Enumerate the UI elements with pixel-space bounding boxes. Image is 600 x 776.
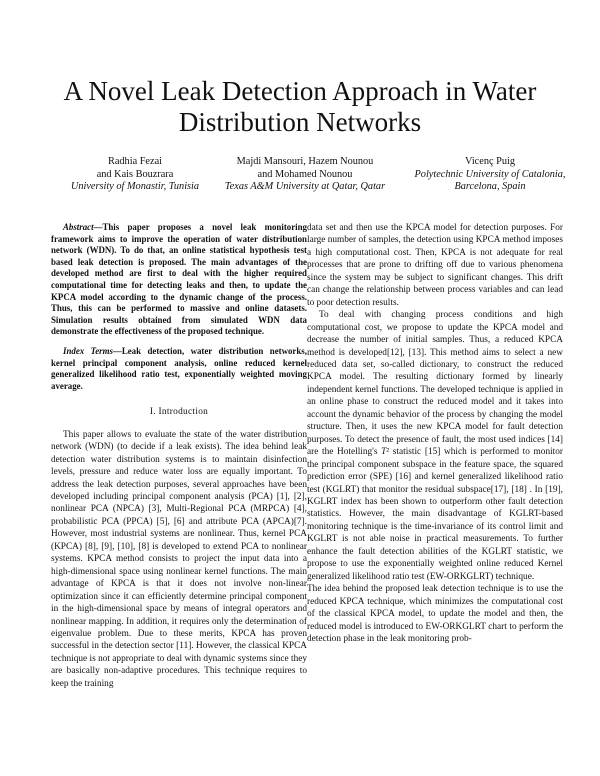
- author-names: Radhia Fezai: [107, 156, 163, 167]
- author-names: and Mohamed Nounou: [257, 168, 353, 180]
- right-paragraph-3: The idea behind the proposed leak detection technique is to use the reduced KPCA technique, which minimizes the computational cost of the classical KPCA model, to update the model and then, the reduced model is introduced to EW-ORKGLRT chart to perform the detection phase in the leak monitoring prob-: [307, 584, 563, 644]
- index-terms-text: Leak detection, water distribution networks, kernel principal component analysis, online reduced kernel generalized likelihood ratio test, exponentially weighted moving average.: [51, 345, 307, 391]
- author-block-2: [205, 156, 405, 194]
- author-names: Majdi Mansouri, Hazem Nounou: [236, 156, 374, 167]
- paper-title-line-2: Distribution Networks: [178, 107, 422, 137]
- right-paragraph-2a: To deal with changing process conditions and high computational cost, we propose to update the KPCA model and decrease the number of initial samples. Thus, a reduced KPCA method is developed[12], [13]. This method aims to select a new reduced data set, so-called dictionary, to construct the reduced KPCA model. The resulting dictionary formed by linearly independent kernel functions. The developed technique is applied in an online phase to construct the reduced model and it takes into account the dynamic behavior of the process by changing the model structure. Then, it uses the new KPCA model for fault detection purposes. To detect the presence of fault, the most used indices [14] are the Hotelling's: [307, 310, 563, 458]
- author-names: and Kais Bouzrara: [96, 168, 174, 180]
- right-column: [307, 222, 563, 645]
- abstract-text: This paper proposes a novel leak monitoring framework aims to improve the operation of water distribution network (WDN). To do that, an online statistical hypothesis test based leak detection is proposed. The main advantages of the developed method are first to deal with the higher required computational time for detecting leaks and then, to update the KPCA model according to the dynamic change of the process. Thus, this can be performed to massive and online datasets. Simulation results obtained from simulated WDN data demonstrate the effectiveness of the proposed technique.: [51, 222, 307, 337]
- paper-title: [0, 76, 600, 138]
- author-block-1: [50, 156, 220, 194]
- author-block-3: [410, 156, 570, 194]
- hotelling-t2-symbol: T²: [381, 447, 390, 458]
- author-affiliation: University of Monastir, Tunisia: [70, 181, 200, 192]
- index-terms: [51, 346, 307, 392]
- author-names: Vicenç Puig: [465, 156, 515, 167]
- right-paragraph-2: [307, 309, 563, 583]
- author-affiliation: Polytechnic University of Catalonia,: [414, 168, 566, 180]
- index-terms-label: Index Terms—: [63, 345, 122, 356]
- abstract: [51, 222, 307, 338]
- author-affiliation: Texas A&M University at Qatar, Qatar: [224, 181, 386, 192]
- author-affiliation: Barcelona, Spain: [454, 181, 526, 192]
- left-column: [51, 222, 307, 690]
- paper-title-line-1: A Novel Leak Detection Approach in Water: [63, 76, 537, 106]
- intro-paragraph: This paper allows to evaluate the state of the water distribution network (WDN) (to decide if a leak exists). The idea behind leak detection water distribution systems is to maintain disinfection levels, pressure and reduce water loss are equally important. To address the leak detection purposes, several approaches have been developed including principal component analysis (PCA) [1], [2], nonlinear PCA (NPCA) [3], Multi-Regional PCA (MRPCA) [4], probabilistic PCA (PPCA) [5], [6] and attribute PCA (APCA)[7]. However, most industrial systems are nonlinear. Thus, kernel PCA (KPCA) [8], [9], [10], [8] is developed to extend PCA to nonlinear systems. KPCA method consists to project the input data into a high-dimensional space using nonlinear kernel functions. The main advantage of KPCA is that it does not involve non-linear optimization since it can efficiently determine principal component in the high-dimensional space by means of integral operators and nonlinear mapping. In addition, it requires only the determination of eigenvalue problem. Due to these merits, KPCA has proven successful in the detection sector [11]. However, the classical KPCA technique is not appropriate to deal with dynamic systems since they are basically non-adaptive procedures. This technique requires to keep the training: [51, 429, 307, 689]
- right-paragraph-1: data set and then use the KPCA model for detection purposes. For large number of samples, the detection using KPCA method imposes a high computational cost. Then, KPCA is not adequate for real processes that are prone to drifting off due to various phenomena since the system may be subject to significant changes. This drift can change the relationship between process variables and can lead to poor detection results.: [307, 223, 563, 308]
- section-heading: I. Introduction: [149, 407, 209, 418]
- abstract-label: Abstract—: [63, 222, 103, 232]
- right-paragraph-2b: statistic [15] which is performed to monitor the principal component subspace in the feature space, the squared prediction error (SPE) [16] and kernel generalized likelihood ratio test (KGLRT) that monitor the residual subspace[17], [18] . In [19], KGLRT index has been shown to outperform other fault detection statistics. However, the main disadvantage of KGLRT-based monitoring technique is the time-invariance of its control limit and KGLRT is not able noise in practical measurements. To further enhance the fault detection abilities of the KGLRT statistic, we propose to use the exponentially weighted online reduced Kernel generalized likelihood ratio test (EW-ORKGLRT) technique.: [307, 447, 563, 582]
